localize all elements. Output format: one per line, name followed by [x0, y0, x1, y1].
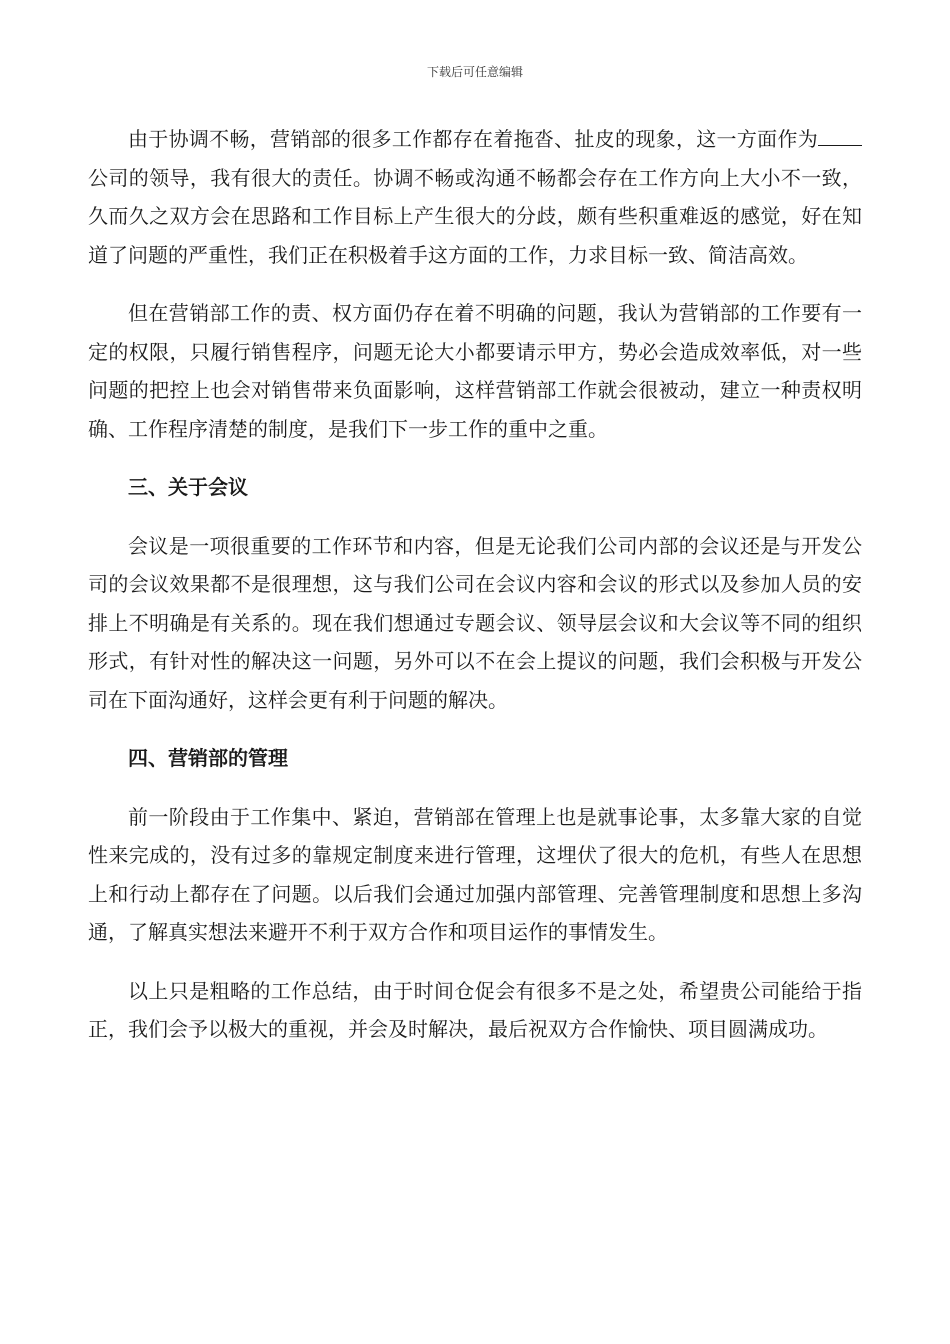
page-header: 下载后可任意编辑	[426, 65, 523, 79]
section-heading-management: 四、营销部的管理	[128, 746, 288, 770]
section-heading-meetings: 三、关于会议	[128, 475, 248, 499]
paragraph-meetings: 会议是一项很重要的工作环节和内容，但是无论我们公司内部的会议还是与开发公司的会议效果都不是很理想，这与我们公司在会议内容和会议的形式以及参加人员的安排上不明确是有关系的。现在我们想通过专题会议、领导层会议和大会议等不同的组织形式，有针对性的解决这一问题，另外可以不在会上提议的问题，我们会积极与开发公司在下面沟通好，这样会更有利于问题的解决。	[88, 533, 862, 712]
paragraph-coordination-text-before: 由于协调不畅，营销部的很多工作都存在着拖沓、扯皮的现象，这一方面作为	[128, 127, 818, 151]
document-body	[88, 120, 862, 1069]
paragraph-conclusion: 以上只是粗略的工作总结，由于时间仓促会有很多不是之处，希望贵公司能给于指正，我们会予以极大的重视，并会及时解决，最后祝双方合作愉快、项目圆满成功。	[88, 978, 862, 1041]
paragraph-responsibility: 但在营销部工作的责、权方面仍存在着不明确的问题，我认为营销部的工作要有一定的权限，只履行销售程序，问题无论大小都要请示甲方，势必会造成效率低，对一些问题的把控上也会对销售带来负面影响，这样营销部工作就会很被动，建立一种责权明确、工作程序清楚的制度，是我们下一步工作的重中之重。	[88, 301, 862, 441]
paragraph-management: 前一阶段由于工作集中、紧迫，营销部在管理上也是就事论事，太多靠大家的自觉性来完成的，没有过多的靠规定制度来进行管理，这埋伏了很大的危机，有些人在思想上和行动上都存在了问题。以后我们会通过加强内部管理、完善管理制度和思想上多沟通，了解真实想法来避开不利于双方合作和项目运作的事情发生。	[88, 804, 862, 944]
fill-in-blank	[818, 127, 862, 146]
paragraph-coordination-text-after: 公司的领导，我有很大的责任。协调不畅或沟通不畅都会存在工作方向上大小不一致，久而久之双方会在思路和工作目标上产生很大的分歧，颇有些积重难返的感觉，好在知道了问题的严重性，我们正在积极着手这方面的工作，力求目标一致、简洁高效。	[88, 165, 862, 267]
paragraph-coordination	[88, 120, 862, 274]
